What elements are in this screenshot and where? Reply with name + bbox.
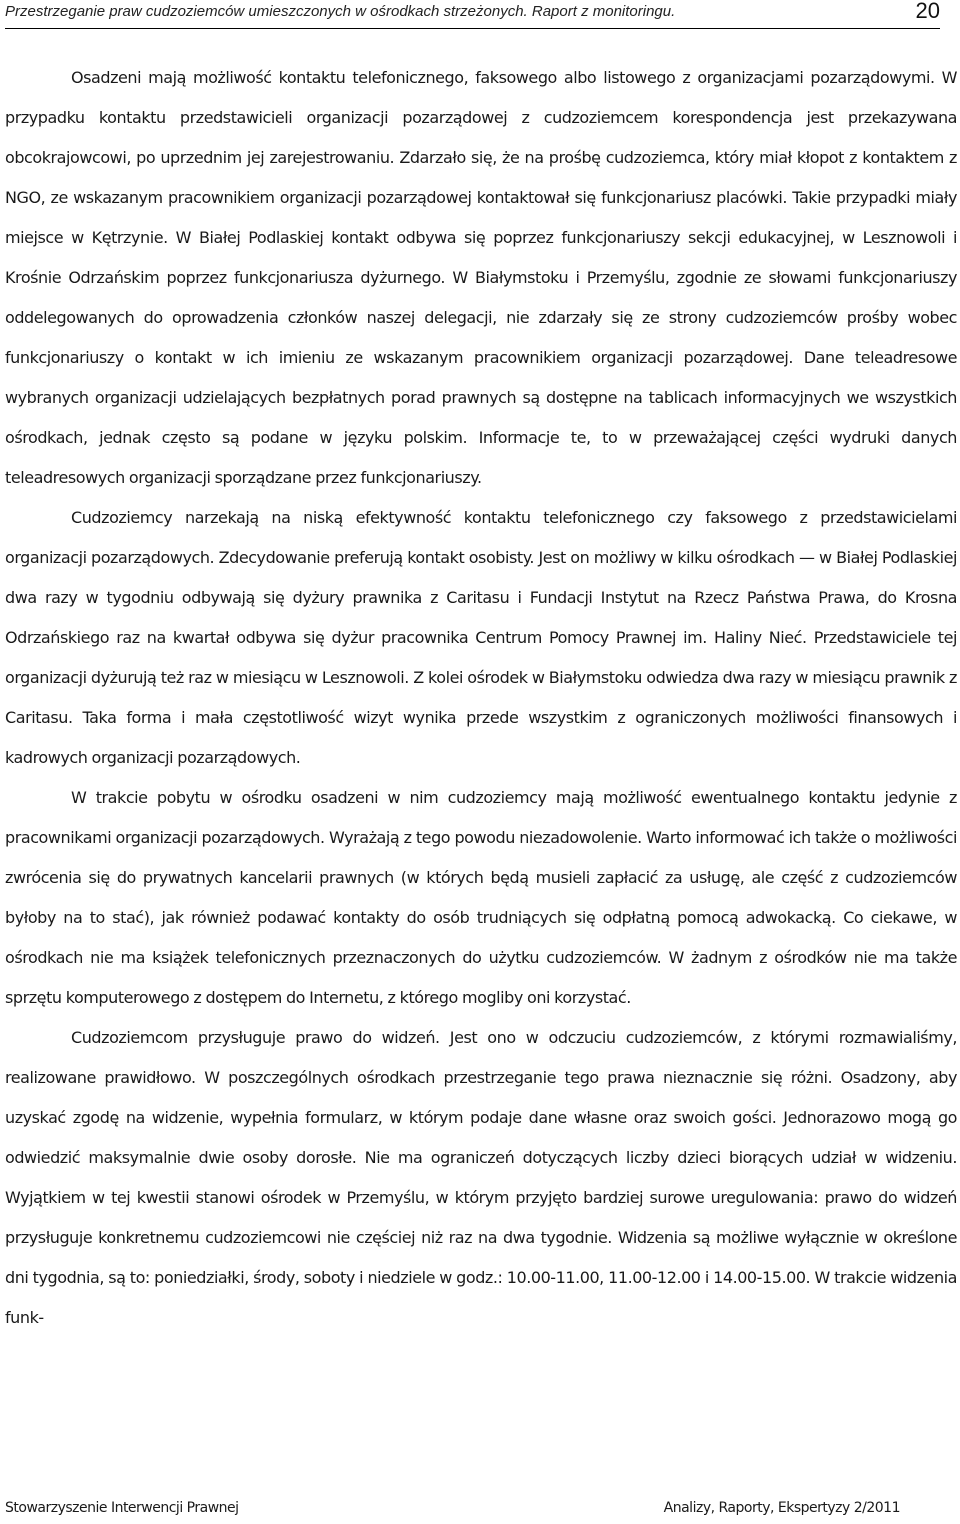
paragraph: W trakcie pobytu w ośrodku osadzeni w nim cudzoziemcy mają możliwość ewentualnego kontaktu jedynie z pracownikami organizacji pozarządowych. Wyrażają z tego powodu niezadowolenie. Warto informować ich także o możliwości zwrócenia się do prywatnych kancelarii prawnych (w których będą musieli zapłacić za usługę, ale część z cudzoziemców byłoby na to stać), jak również podawać kontakty do osób trudniących się odpłatną pomocą adwokacką. Co ciekawe, w ośrodkach nie ma książek telefonicznych przeznaczonych do użytku cudzoziemców. W żadnym z ośrodków nie ma także sprzętu komputerowego z dostępem do Internetu, z którego mogliby oni korzystać.: [5, 788, 957, 1007]
paragraph: Cudzoziemcy narzekają na niską efektywność kontaktu telefonicznego czy faksowego z przedstawicielami organizacji pozarządowych. Zdecydowanie preferują kontakt osobisty. Jest on możliwy w kilku ośrodkach — w Białej Podlaskiej dwa razy w tygodniu odbywają się dyżury prawnika z Caritasu i Fundacji Instytut na Rzecz Państwa Prawa, do Krosna Odrzańskiego raz na kwartał odbywa się dyżur pracownika Centrum Pomocy Prawnej im. Haliny Nieć. Przedstawiciele tej organizacji dyżurują też raz w miesiącu w Lesznowoli. Z kolei ośrodek w Białymstoku odwiedza dwa razy w miesiącu prawnik z Caritasu. Taka forma i mała częstotliwość wizyt wynika przede wszystkim z ograniczonych możliwości finansowych i kadrowych organizacji pozarządowych.: [5, 508, 957, 767]
running-header: [5, 0, 940, 29]
page-number: 20: [915, 0, 940, 23]
header-title: Przestrzeganie praw cudzoziemców umieszczonych w ośrodkach strzeżonych. Raport z monitoringu.: [5, 3, 676, 20]
paragraph: Osadzeni mają możliwość kontaktu telefonicznego, faksowego albo listowego z organizacjami pozarządowymi. W przypadku kontaktu przedstawicieli organizacji pozarządowej z cudzoziemcem korespondencja jest przekazywana obcokrajowcowi, po uprzednim jej zarejestrowaniu. Zdarzało się, że na prośbę cudzoziemca, który miał kłopot z kontaktem z NGO, ze wskazanym pracownikiem organizacji pozarządowej kontaktował się funkcjonariusz placówki. Takie przypadki miały miejsce w Kętrzynie. W Białej Podlaskiej kontakt odbywa się poprzez funkcjonariuszy sekcji edukacyjnej, w Lesznowoli i Krośnie Odrzańskim poprzez funkcjonariusza dyżurnego. W Białymstoku i Przemyślu, zgodnie ze słowami funkcjonariuszy oddelegowanych do oprowadzenia członków naszej delegacji, nie zdarzały się ze strony cudzoziemców prośby wobec funkcjonariuszy o kontakt w ich imieniu ze wskazanym pracownikiem organizacji pozarządowej. Dane teleadresowe wybranych organizacji udzielających bezpłatnych porad prawnych są dostępne na tablicach informacyjnych we wszystkich ośrodkach, jednak często są podane w języku polskim. Informacje te, to w przeważającej części wydruki danych teleadresowych organizacji sporządzane przez funkcjonariuszy.: [5, 68, 957, 487]
footer-publisher: Stowarzyszenie Interwencji Prawnej: [5, 1500, 239, 1516]
body-text: [5, 58, 957, 1338]
footer-series: Analizy, Raporty, Ekspertyzy 2/2011: [663, 1500, 900, 1516]
paragraph: Cudzoziemcom przysługuje prawo do widzeń. Jest ono w odczuciu cudzoziemców, z którymi rozmawialiśmy, realizowane prawidłowo. W poszczególnych ośrodkach przestrzeganie tego prawa nieznacznie się różni. Osadzony, aby uzyskać zgodę na widzenie, wypełnia formularz, w którym podaje dane własne oraz swoich gości. Jednorazowo mogą go odwiedzić maksymalnie dwie osoby dorosłe. Nie ma ograniczeń dotyczących liczby dzieci biorących udział w widzeniu. Wyjątkiem w tej kwestii stanowi ośrodek w Przemyślu, w którym przyjęto bardziej surowe uregulowania: prawo do widzeń przysługuje konkretnemu cudzoziemcowi nie częściej niż raz na dwa tygodnie. Widzenia są możliwe wyłącznie w określone dni tygodnia, są to: poniedziałki, środy, soboty i niedziele w godz.: 10.00-11.00, 11.00-12.00 i 14.00-15.00. W trakcie widzenia funk-: [5, 1028, 957, 1327]
